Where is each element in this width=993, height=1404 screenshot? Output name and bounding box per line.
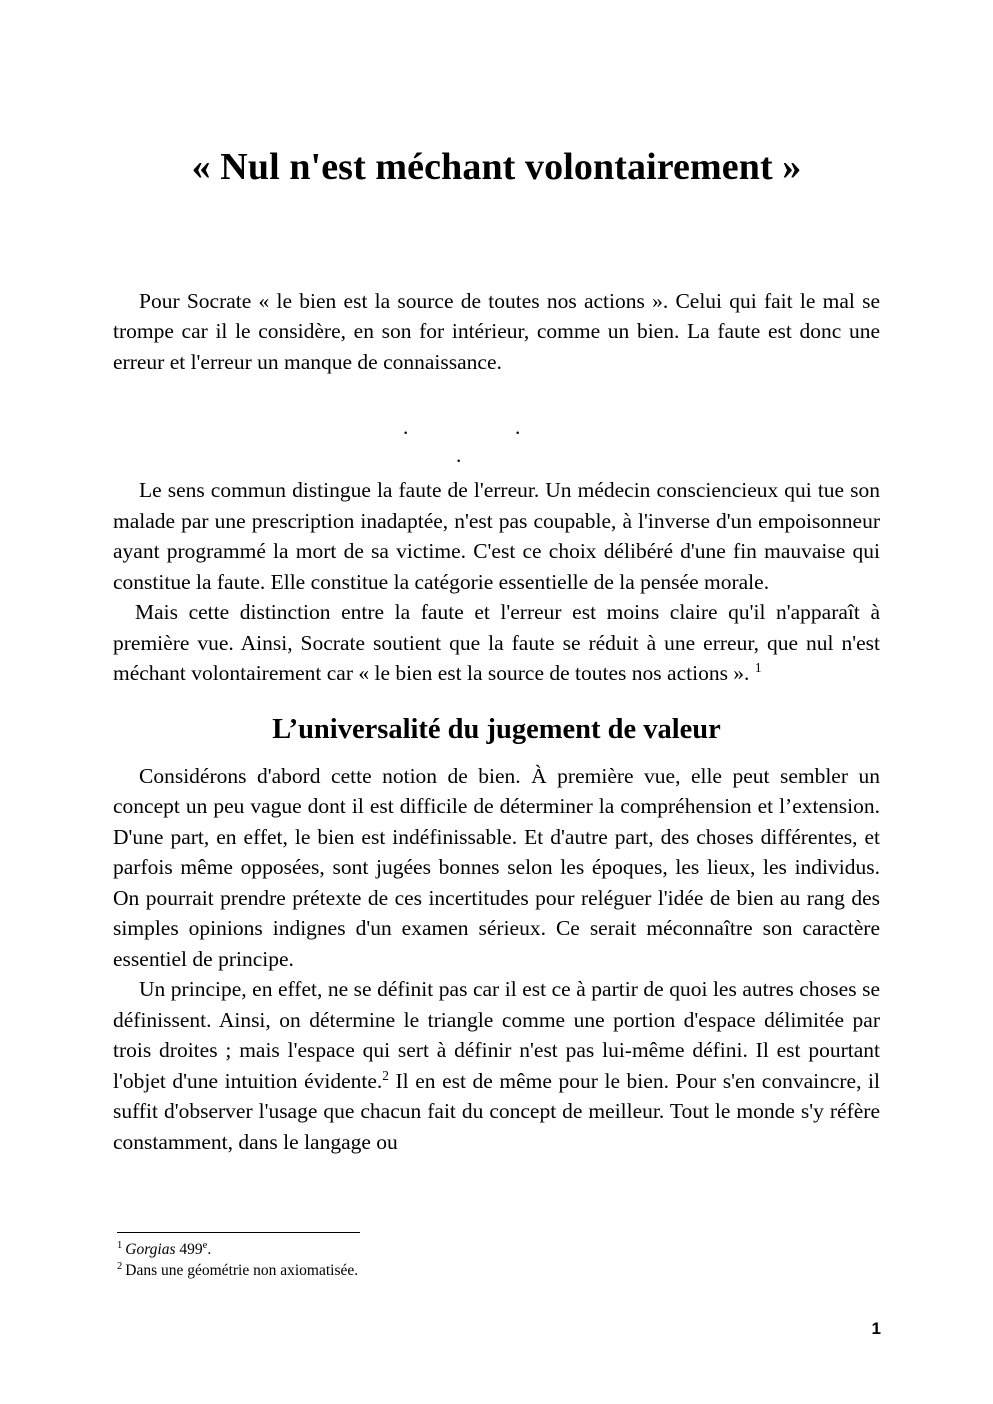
footnote-2 xyxy=(113,1260,880,1281)
footnote-1-superscript: e xyxy=(202,1239,208,1251)
footnote-1 xyxy=(113,1239,880,1260)
footnote-2-text: Dans une géométrie non axiomatisée. xyxy=(125,1262,359,1279)
footnote-1-tail: . xyxy=(207,1241,212,1258)
paragraph-intro: Pour Socrate « le bien est la source de toutes nos actions ». Celui qui fait le mal se trompe car il le considère, en son for intérieur, comme un bien. La faute est donc une erreur et l'erreur un manque de connaissance. xyxy=(113,288,880,374)
asterism-dot-left: . xyxy=(403,415,409,440)
footnote-ref-1[interactable]: 1 xyxy=(754,660,762,676)
asterism-dot-right: . xyxy=(515,415,521,440)
page-title: « Nul n'est méchant volontairement » xyxy=(191,146,802,188)
paragraph-sens-commun: Le sens commun distingue la faute de l'erreur. Un médecin consciencieux qui tue son malade par une prescription inadaptée, n'est pas coupable, à l'inverse d'un empoisonneur ayant programmé la mort de sa victime. C'est ce choix délibéré d'une fin mauvaise qui constitue la faute. Elle constitue la catégorie essentielle de la pensée morale. xyxy=(113,478,880,594)
page-number: 1 xyxy=(871,1319,881,1338)
section-heading-universalite: L’universalité du jugement de valeur xyxy=(272,713,721,745)
paragraph-distinction xyxy=(113,597,880,689)
title-spacer xyxy=(113,190,880,286)
asterism-separator xyxy=(113,377,880,475)
footnote-separator-rule xyxy=(117,1232,360,1233)
paragraph-considerons: Considérons d'abord cette notion de bien. À première vue, elle peut sembler un concept un peu vague dont il est difficile de déterminer la compréhension et l’extension. D'une part, en effet, le bien est indéfinissable. Et d'autre part, des choses différentes, et parfois même opposées, sont jugées bonnes selon les époques, les lieux, les individus. On pourrait prendre prétexte de ces incertitudes pour reléguer l'idée de bien au rang des simples opinions indignes d'un examen sérieux. Ce serait méconnaître son caractère essentiel de principe. xyxy=(113,763,880,971)
footnote-1-marker: 1 xyxy=(117,1239,123,1251)
footnote-1-reference: 499 xyxy=(175,1241,203,1258)
paragraph-principe-text-b: Il en est de même pour le bien. Pour s'en convaincre, il suffit d'observer l'usage que chacun fait du concept de meilleur. Tout le monde s'y réfère constamment, dans le langage ou xyxy=(113,1068,880,1154)
page-content xyxy=(113,0,880,1157)
paragraph-principe-text-a: Un principe, en effet, ne se définit pas car il est ce à partir de quoi les autres choses se définissent. Ainsi, on détermine le triangle comme une portion d'espace délimitée par trois droites ; mais l'espace qui sert à définir n'est pas lui-même défini. Il est pourtant l'objet d'une intuition évidente. xyxy=(113,977,880,1093)
paragraph-principe xyxy=(113,974,880,1157)
asterism-dot-bottom: . xyxy=(456,443,462,468)
footnote-2-marker: 2 xyxy=(117,1260,123,1272)
footnote-1-title: Gorgias xyxy=(125,1241,176,1258)
footnotes-area xyxy=(113,1232,880,1281)
footnote-ref-2[interactable]: 2 xyxy=(382,1067,389,1083)
paragraph-distinction-text: Mais cette distinction entre la faute et l'erreur est moins claire qu'il n'apparaît à première vue. Ainsi, Socrate soutient que la faute se réduit à une erreur, que nul n'est méchant volontairement car « le bien est la source de toutes nos actions ». xyxy=(113,600,880,686)
